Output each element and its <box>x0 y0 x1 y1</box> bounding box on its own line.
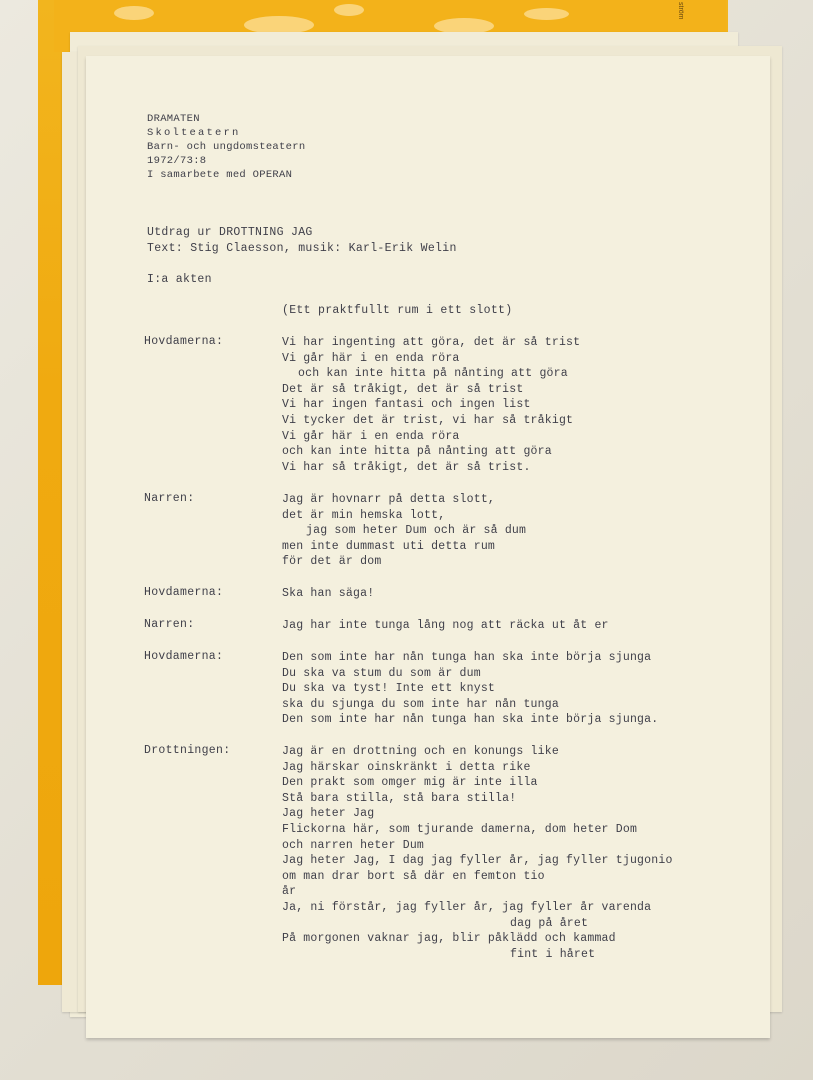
dialogue-line: fint i håret <box>510 947 596 961</box>
dialogue-line: Vi har så tråkigt, det är så trist. <box>282 460 531 474</box>
dialogue-line: det är min hemska lott, <box>282 508 446 522</box>
dialogue-block <box>282 492 526 570</box>
speaker-name: Drottningen: <box>144 744 231 757</box>
dialogue-block <box>282 586 374 602</box>
dialogue-line: Det är så tråkigt, det är så trist <box>282 382 524 396</box>
dialogue-line: och kan inte hitta på nånting att göra <box>298 367 568 381</box>
dialogue-line: Den som inte har nån tunga han ska inte börja sjunga. <box>282 713 659 727</box>
folder-label: ström <box>677 2 684 20</box>
dialogue-line: På morgonen vaknar jag, blir påklädd och kammad <box>282 932 616 946</box>
document-title: Utdrag ur DROTTNING JAG <box>147 226 313 239</box>
dialogue-line: Jag heter Jag, I dag jag fyller år, jag fyller tjugonio <box>282 854 673 868</box>
dialogue-line: Vi har ingen fantasi och ingen list <box>282 398 531 412</box>
dialogue-line: Den prakt som omger mig är inte illa <box>282 776 538 790</box>
dialogue-line: Vi går här i en enda röra <box>282 351 460 365</box>
header-line: Skolteatern <box>147 127 241 139</box>
dialogue-line: för det är dom <box>282 555 382 569</box>
dialogue-line: om man drar bort så där en femton tio <box>282 869 545 883</box>
dialogue-line: Du ska va stum du som är dum <box>282 666 481 680</box>
dialogue-line: och narren heter Dum <box>282 838 425 852</box>
dialogue-line: Vi går här i en enda röra <box>282 429 460 443</box>
dialogue-line: Jag är hovnarr på detta slott, <box>282 493 496 506</box>
dialogue-line: Jag har inte tunga lång nog att räcka ut åt er <box>282 619 609 632</box>
dialogue-line: ska du sjunga du som inte har nån tunga <box>282 697 559 711</box>
dialogue-line: Ska han säga! <box>282 587 375 600</box>
dialogue-block <box>282 650 658 728</box>
dialogue-line: Den som inte har nån tunga han ska inte börja sjunga <box>282 651 652 664</box>
dialogue-line: Jag är en drottning och en konungs like <box>282 745 559 758</box>
header-line: 1972/73:8 <box>147 155 207 167</box>
speaker-name: Hovdamerna: <box>144 586 224 599</box>
speaker-name: Hovdamerna: <box>144 650 224 663</box>
speaker-name: Narren: <box>144 492 195 505</box>
dialogue-line: år <box>282 885 297 899</box>
act-heading: I:a akten <box>147 273 212 286</box>
dialogue-line: Stå bara stilla, stå bara stilla! <box>282 791 517 805</box>
dialogue-line: Vi har ingenting att göra, det är så trist <box>282 336 581 349</box>
stage-direction: (Ett praktfullt rum i ett slott) <box>282 304 513 317</box>
dialogue-line: jag som heter Dum och är så dum <box>306 524 527 538</box>
dialogue-line: Ja, ni förstår, jag fyller år, jag fyller år varenda <box>282 900 652 914</box>
dialogue-block <box>282 618 609 634</box>
speaker-name: Hovdamerna: <box>144 335 224 348</box>
speaker-name: Narren: <box>144 618 195 631</box>
dialogue-block <box>282 335 580 475</box>
header-line: I samarbete med OPERAN <box>147 169 293 181</box>
dialogue-line: dag på året <box>510 916 589 930</box>
dialogue-line: Jag härskar oinskränkt i detta rike <box>282 760 531 774</box>
dialogue-line: och kan inte hitta på nånting att göra <box>282 445 552 459</box>
dialogue-line: men inte dummast uti detta rum <box>282 539 496 553</box>
header-line: DRAMATEN <box>147 113 200 125</box>
dialogue-line: Du ska va tyst! Inte ett knyst <box>282 682 496 696</box>
credits-line: Text: Stig Claesson, musik: Karl-Erik Welin <box>147 242 457 255</box>
dialogue-line: Jag heter Jag <box>282 807 375 821</box>
dialogue-block <box>282 744 673 962</box>
dialogue-line: Vi tycker det är trist, vi har så tråkigt <box>282 413 574 427</box>
header-line: Barn- och ungdomsteatern <box>147 141 306 153</box>
dialogue-line: Flickorna här, som tjurande damerna, dom heter Dom <box>282 822 638 836</box>
